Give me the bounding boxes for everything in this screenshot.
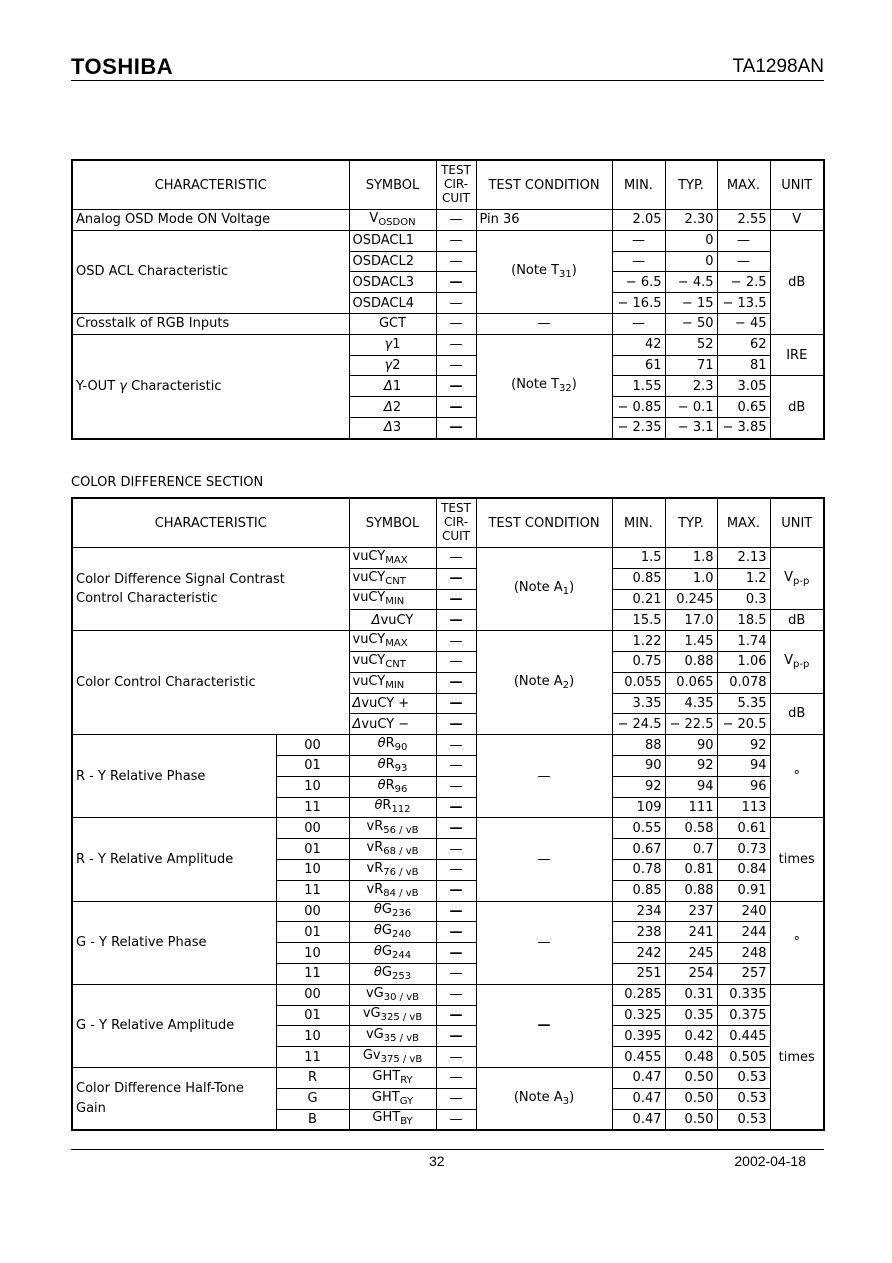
table-row: OSD ACL Characteristic OSDACL1 — (Note $T_{31}$) — 0 — dB (72, 230, 824, 251)
part-number: TA1298AN (732, 56, 824, 77)
table-row: 10 $\theta G_{244}$ — 242 245 248 (72, 943, 824, 964)
col-test-condition: TEST CONDITION (476, 160, 612, 210)
table-row: 10 $vG_{35 / vB}$ — 0.395 0.42 0.445 (72, 1026, 824, 1047)
header-rule (71, 80, 824, 81)
table-row: R - Y Relative Phase 00 $\theta R_{90}$ — — 88 90 92 ° (72, 735, 824, 756)
table-row: vuCY$_{MIN}$ — 0.055 0.065 0.078 (72, 672, 824, 693)
table-row: R - Y Relative Amplitude 00 $vR_{56 / vB}$ — — 0.55 0.58 0.61 times (72, 818, 824, 839)
table-row: vuCY$_{MIN}$ — 0.21 0.245 0.3 (72, 589, 824, 610)
table-row: vuCY$_{CNT}$ — 0.85 1.0 1.2 (72, 568, 824, 589)
table-row: Δ3 — − 2.35 − 3.1 − 3.85 (72, 417, 824, 438)
table-row: Color Difference Signal Contrast Control Characteristic vuCY$_{MAX}$ — (Note $A_1$) 1.5 1.8 2.13 $V_{p-p}$ (72, 548, 824, 569)
table-row: G - Y Relative Phase 00 $\theta G_{236}$ — — 234 237 240 ° (72, 901, 824, 922)
table-row: OSDACL2 — — 0 — (72, 251, 824, 272)
table-row: B $GHT_{BY}$ — 0.47 0.50 0.53 (72, 1109, 824, 1130)
table-row: 01 $\theta G_{240}$ — 238 241 244 (72, 922, 824, 943)
brand-logo: TOSHIBA (71, 54, 174, 79)
table-row: 11 $Gv_{375 / vB}$ — 0.455 0.48 0.505 (72, 1047, 824, 1068)
col-max: MAX. (717, 160, 770, 210)
spec-table-1 (71, 159, 825, 440)
col-unit: UNIT (770, 160, 824, 210)
footer-rule (71, 1149, 824, 1150)
table-row: ΔvuCY − — − 24.5 − 22.5 − 20.5 (72, 714, 824, 735)
table-row: γ2 — 61 71 81 (72, 355, 824, 376)
table-row: G $GHT_{GY}$ — 0.47 0.50 0.53 (72, 1088, 824, 1109)
table-row: Y-OUT γ Characteristic γ1 — (Note $T_{32}$) 42 52 62 IRE (72, 334, 824, 355)
table-row: G - Y Relative Amplitude 00 $vG_{30 / vB}$ — — 0.285 0.31 0.335 times (72, 984, 824, 1005)
table-row: 01 $vR_{68 / vB}$ — 0.67 0.7 0.73 (72, 839, 824, 860)
col-typ: TYP. (665, 160, 717, 210)
table-row: Color Difference Half-Tone Gain R $GHT_{RY}$ — (Note $A_3$) 0.47 0.50 0.53 (72, 1067, 824, 1088)
table-row: Crosstalk of RGB Inputs GCT — — — − 50 − 45 (72, 313, 824, 334)
table-row: 11 $\theta G_{253}$ — 251 254 257 (72, 963, 824, 984)
table-row: ΔvuCY + — 3.35 4.35 5.35 dB (72, 693, 824, 714)
table-row: Analog OSD Mode ON Voltage $V_{OSDON}$ — Pin 36 2.05 2.30 2.55 V (72, 210, 824, 231)
table-row: Δ2 — − 0.85 − 0.1 0.65 (72, 397, 824, 418)
table-row: vuCY$_{CNT}$ — 0.75 0.88 1.06 (72, 651, 824, 672)
table-row: ΔvuCY — 15.5 17.0 18.5 dB (72, 610, 824, 631)
col-symbol: SYMBOL (349, 160, 436, 210)
table-row: 01 $\theta R_{93}$ — 90 92 94 (72, 755, 824, 776)
table-row: OSDACL4 — − 16.5 − 15 − 13.5 (72, 293, 824, 314)
col-min: MIN. (612, 160, 665, 210)
table-header-row: CHARACTERISTIC SYMBOL TEST CIR- CUIT TEST CONDITION MIN. TYP. MAX. UNIT (72, 498, 824, 548)
table-row: 10 $\theta R_{96}$ — 92 94 96 (72, 776, 824, 797)
table-row: Δ1 — 1.55 2.3 3.05 dB (72, 376, 824, 397)
table-row: Color Control Characteristic vuCY$_{MAX}$ — (Note $A_2$) 1.22 1.45 1.74 $V_{p-p}$ (72, 631, 824, 652)
table-row: 01 $vG_{325 / vB}$ — 0.325 0.35 0.375 (72, 1005, 824, 1026)
table-header-row (72, 160, 824, 210)
section-title: COLOR DIFFERENCE SECTION (71, 475, 264, 490)
col-test-circuit: TEST CIR- CUIT (436, 160, 476, 210)
table-row: OSDACL3 — − 6.5 − 4.5 − 2.5 (72, 272, 824, 293)
table-row: 11 $\theta R_{112}$ — 109 111 113 (72, 797, 824, 818)
spec-table-2 (71, 497, 825, 1131)
table-row: 10 $vR_{76 / vB}$ — 0.78 0.81 0.84 (72, 859, 824, 880)
document-date: 2002-04-18 (734, 1153, 806, 1169)
page-number: 32 (429, 1153, 445, 1169)
table-row: 11 $vR_{84 / vB}$ — 0.85 0.88 0.91 (72, 880, 824, 901)
col-characteristic: CHARACTERISTIC (72, 160, 349, 210)
